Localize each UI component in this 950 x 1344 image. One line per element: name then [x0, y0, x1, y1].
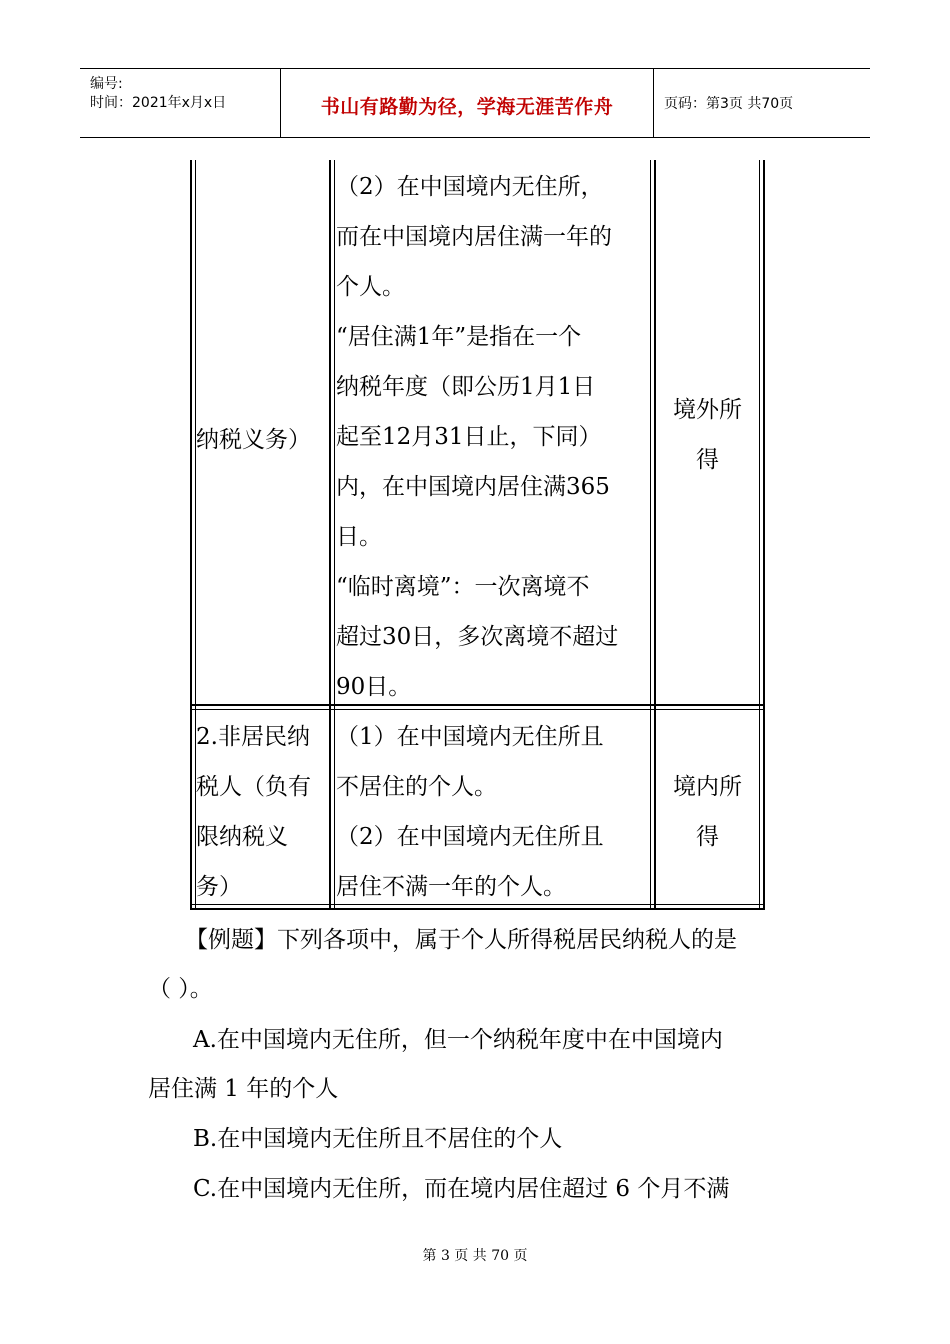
option-a-continued: 居住满 1 年的个人 [148, 1076, 339, 1102]
row1-income-scope-line: 得 [696, 447, 719, 473]
row1-category-cell [196, 415, 329, 465]
table-border [334, 160, 335, 910]
row2-income-scope-line: 境内所 [673, 774, 742, 800]
row1-definition-line: 90日。 [336, 674, 412, 700]
document-time: 时间：2021年x月x日 [90, 95, 227, 111]
row1-category-text: 纳税义务） [196, 427, 311, 453]
row2-category-line: 2.非居民纳 [196, 724, 310, 750]
row1-definition-line: 纳税年度（即公历1月1日 [336, 374, 596, 400]
table-border [759, 160, 760, 910]
header-motto: 书山有路勤为径，学海无涯苦作舟 [320, 96, 614, 118]
option-a: A.在中国境内无住所，但一个纳税年度中在中国境内 [193, 1027, 723, 1053]
row2-income-scope-cell [656, 762, 759, 862]
row2-definition-line: 不居住的个人。 [336, 774, 497, 800]
row1-definition-line: 起至12月31日止，下同） [336, 424, 602, 450]
row2-category-cell [196, 712, 329, 912]
row2-definition-cell [336, 712, 650, 912]
row2-definition-line: （1）在中国境内无住所且 [336, 724, 604, 750]
page-footer: 第 3 页 共 70 页 [422, 1248, 528, 1264]
table-border [763, 160, 765, 910]
table-border [190, 160, 192, 910]
row2-definition-line: 居住不满一年的个人。 [336, 874, 566, 900]
table-border [650, 160, 651, 910]
row1-definition-line: “临时离境”：一次离境不 [336, 574, 590, 600]
row1-definition-line: 而在中国境内居住满一年的 [336, 224, 612, 250]
header-motto-cell [281, 69, 654, 137]
row1-definition-line: 超过30日，多次离境不超过 [336, 624, 619, 650]
row1-income-scope-cell [656, 385, 759, 485]
row1-income-scope-line: 境外所 [673, 397, 742, 423]
row2-category-line: 限纳税义 [196, 824, 288, 850]
row1-definition-cell [336, 162, 650, 712]
header-page-cell [654, 69, 870, 137]
header-meta-cell [80, 69, 281, 137]
row1-definition-line: 内，在中国境内居住满365 [336, 474, 610, 500]
row1-definition-line: 个人。 [336, 274, 405, 300]
row1-definition-line: 日。 [336, 524, 382, 550]
row1-definition-line: “居住满1年”是指在一个 [336, 324, 582, 350]
row2-income-scope-line: 得 [696, 824, 719, 850]
example-question-blank: （ ）。 [148, 976, 213, 1002]
taxpayer-table [190, 160, 765, 910]
header-page-info: 页码：第3页 共70页 [664, 96, 794, 112]
option-c: C.在中国境内无住所，而在境内居住超过 6 个月不满 [193, 1176, 730, 1202]
row2-category-line: 税人（负有 [196, 774, 311, 800]
row2-category-line: 务） [196, 874, 242, 900]
document-number-label: 编号: [90, 76, 123, 92]
option-b: B.在中国境内无住所且不居住的个人 [193, 1126, 563, 1152]
table-border [329, 160, 331, 910]
example-question: 【例题】下列各项中，属于个人所得税居民纳税人的是 [185, 927, 737, 953]
row2-definition-line: （2）在中国境内无住所且 [336, 824, 604, 850]
row1-definition-line: （2）在中国境内无住所， [336, 174, 604, 200]
page-header [80, 68, 870, 138]
